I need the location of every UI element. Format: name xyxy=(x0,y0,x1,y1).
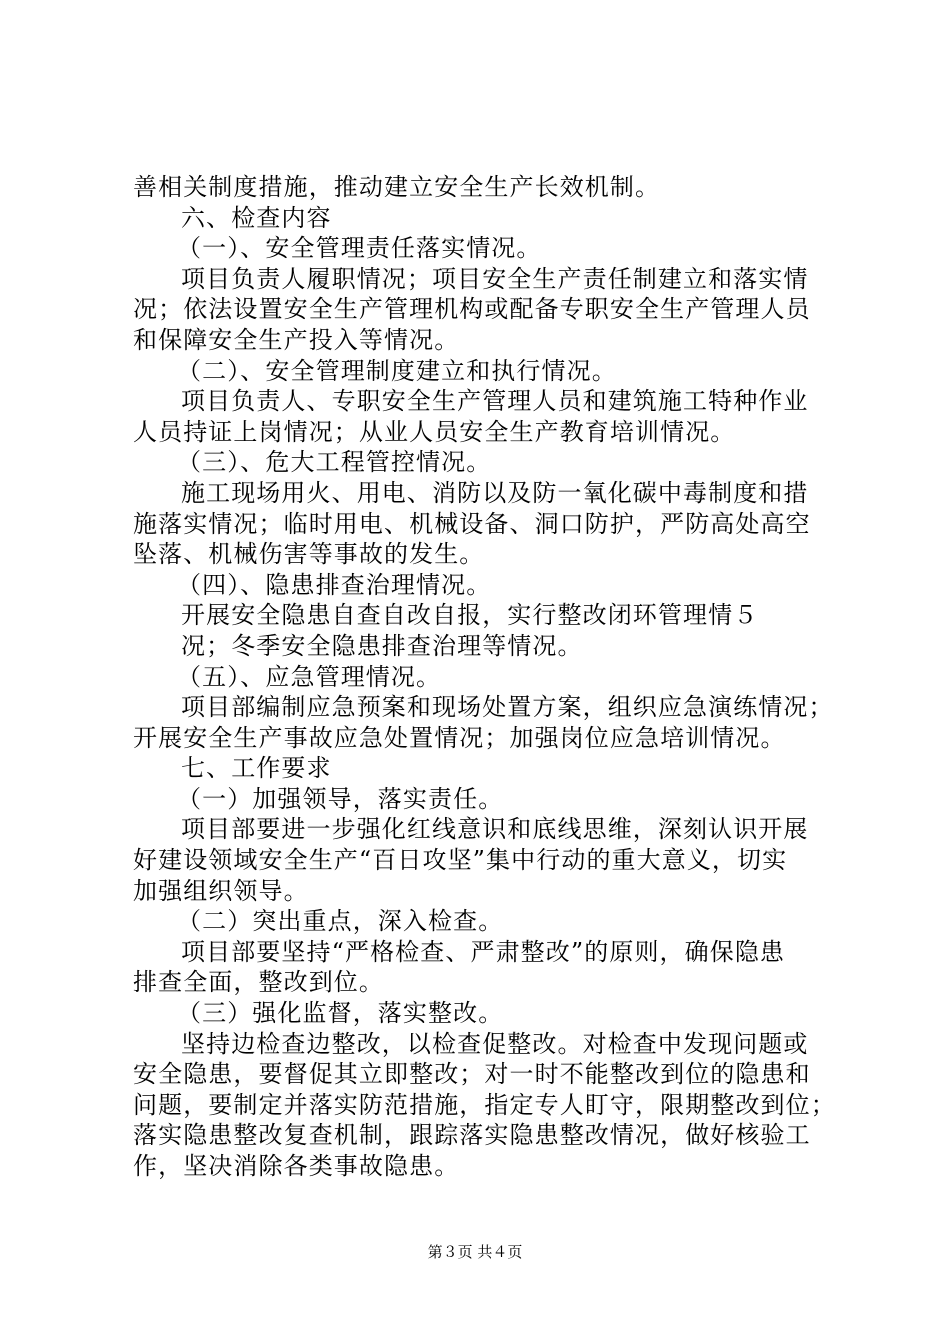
text-line: （五）、应急管理情况。 xyxy=(177,662,442,691)
text-line: 作，坚决消除各类事故隐患。 xyxy=(133,1152,460,1180)
text-line: 项目部要进一步强化红线意识和底线思维，深刻认识开展 xyxy=(181,815,809,844)
text-line: （三）强化监督，落实整改。 xyxy=(177,999,504,1028)
text-line: 况；冬季安全隐患排查治理等情况。 xyxy=(181,631,583,660)
text-line: 好建设领域安全生产“百日攻坚”集中行动的重大意义，切实 xyxy=(133,846,788,875)
text-line: 和保障安全生产投入等情况。 xyxy=(133,325,460,354)
page-footer: 第３页 共４页 xyxy=(427,1243,523,1261)
text-line: 况；依法设置安全生产管理机构或配备专职安全生产管理人员 xyxy=(133,295,811,324)
text-line: （一）、安全管理责任落实情况。 xyxy=(177,234,542,263)
text-line: 开展安全隐患自查自改自报，实行整改闭环管理情５ xyxy=(181,601,759,630)
text-line: 项目部要坚持“严格检查、严肃整改”的原则，确保隐患 xyxy=(181,937,786,966)
text-line: 项目负责人履职情况；项目安全生产责任制建立和落实情 xyxy=(181,264,809,293)
text-line: （三）、危大工程管控情况。 xyxy=(177,448,492,477)
text-line: （一）加强领导，落实责任。 xyxy=(177,784,504,813)
text-line: 坠落、机械伤害等事故的发生。 xyxy=(133,540,485,569)
text-line: 项目部编制应急预案和现场处置方案，组织应急演练情况； xyxy=(181,693,834,722)
text-line: 六、检查内容 xyxy=(181,203,332,232)
text-line: 排查全面，整改到位。 xyxy=(133,968,384,997)
text-line: 项目负责人、专职安全生产管理人员和建筑施工特种作业 xyxy=(181,387,809,416)
text-line: 加强组织领导。 xyxy=(133,876,309,905)
text-line: 施落实情况；临时用电、机械设备、洞口防护，严防高处高空 xyxy=(133,509,811,538)
document-body xyxy=(133,172,836,1182)
text-line: 施工现场用火、用电、消防以及防一氧化碳中毒制度和措 xyxy=(181,478,809,507)
text-line: 善相关制度措施，推动建立安全生产长效机制。 xyxy=(133,173,661,201)
text-line: 开展安全生产事故应急处置情况；加强岗位应急培训情况。 xyxy=(133,723,786,752)
text-line: （二）突出重点，深入检查。 xyxy=(177,907,504,936)
text-line: 落实隐患整改复查机制，跟踪落实隐患整改情况，做好核验工 xyxy=(133,1121,811,1150)
text-line: （四）、隐患排查治理情况。 xyxy=(177,570,492,599)
text-line: 人员持证上岗情况；从业人员安全生产教育培训情况。 xyxy=(133,417,736,446)
text-line: 七、工作要求 xyxy=(181,754,332,783)
text-line: 问题，要制定并落实防范措施，指定专人盯守，限期整改到位； xyxy=(133,1090,836,1119)
text-line: 坚持边检查边整改，以检查促整改。对检查中发现问题或 xyxy=(181,1029,809,1058)
text-line: 安全隐患，要督促其立即整改；对一时不能整改到位的隐患和 xyxy=(133,1060,811,1089)
text-line: （二）、安全管理制度建立和执行情况。 xyxy=(177,356,617,385)
